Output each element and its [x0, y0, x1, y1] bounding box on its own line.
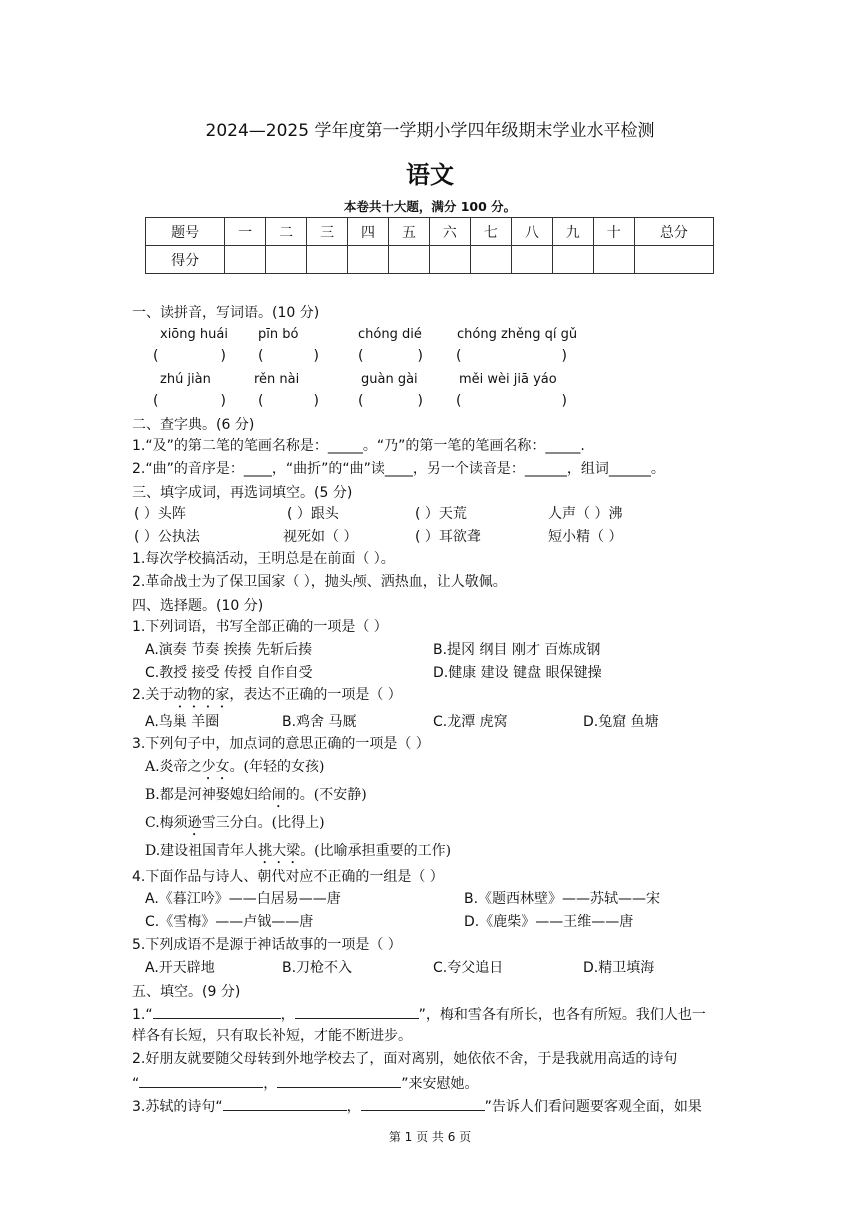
- table-header-cell: 四: [348, 218, 389, 246]
- question-text: 1.“及”的第二笔的笔画名称是：_____。“乃”的第一笔的笔画名称：_____.: [132, 438, 585, 454]
- section-4-heading: 四、选择题。(10 分): [132, 598, 264, 614]
- option-b: B.鸡舍 马厩: [282, 714, 357, 730]
- answer-blank[interactable]: [277, 1072, 401, 1088]
- fill-word-item: 短小精（ ）: [548, 529, 623, 545]
- option-a: A.开天辟地: [145, 960, 215, 976]
- score-cell[interactable]: [225, 246, 266, 274]
- table-header-cell: 九: [552, 218, 593, 246]
- question-text: 4.下面作品与诗人、朝代对应不正确的一组是（ ）: [132, 869, 444, 885]
- option-c: C.梅须逊雪三分白。(比得上): [145, 815, 325, 831]
- pinyin: rěn nài: [254, 372, 300, 387]
- score-cell[interactable]: [552, 246, 593, 274]
- answer-paren[interactable]: ( ): [258, 393, 319, 409]
- option-a: A.演奏 节奏 挨揍 先斩后揍: [145, 642, 313, 658]
- table-header-cell: 六: [429, 218, 470, 246]
- fill-word-item: 人声（ ）沸: [548, 506, 623, 522]
- option-d: D.兔窟 鱼塘: [583, 714, 659, 730]
- answer-paren[interactable]: ( ): [258, 348, 319, 364]
- answer-paren[interactable]: ( ): [358, 348, 423, 364]
- table-header-cell: 十: [593, 218, 634, 246]
- question-text: “ ， ”来安慰她。: [132, 1072, 479, 1094]
- question-text: 3.苏轼的诗句“ ， ”告诉人们看问题要客观全面，如果: [132, 1095, 702, 1117]
- answer-blank[interactable]: [361, 1095, 485, 1111]
- emphasized-text: 挑大梁: [258, 843, 301, 859]
- table-row-label: 得分: [146, 246, 225, 274]
- score-cell[interactable]: [634, 246, 713, 274]
- fill-word-item: ( ）公执法: [134, 529, 200, 545]
- fill-word-item: ( ）跟头: [287, 506, 339, 522]
- subject-title: 语文: [406, 161, 454, 189]
- table-header-cell: 三: [307, 218, 348, 246]
- option-d: D.《鹿柴》——王维——唐: [464, 914, 634, 930]
- pinyin: xiōng huái: [160, 327, 228, 342]
- answer-paren[interactable]: ( ): [153, 348, 226, 364]
- exam-title: 2024—2025 学年度第一学期小学四年级期末学业水平检测: [205, 121, 655, 141]
- emphasized-text: 动物的家: [173, 687, 230, 703]
- question-text: 3.下列句子中，加点词的意思正确的一项是（ ）: [132, 736, 430, 752]
- score-table-score-row: [146, 246, 714, 274]
- option-c: C.教授 接受 传授 自作自受: [145, 665, 313, 681]
- answer-blank[interactable]: [223, 1095, 347, 1111]
- answer-paren[interactable]: ( ): [456, 348, 567, 364]
- option-c: C.夸父追日: [433, 960, 504, 976]
- score-cell[interactable]: [266, 246, 307, 274]
- option-c: C.龙潭 虎窝: [433, 714, 508, 730]
- answer-paren[interactable]: ( ): [153, 393, 226, 409]
- answer-paren[interactable]: ( ): [456, 393, 567, 409]
- section-2-heading: 二、查字典。(6 分): [132, 417, 255, 433]
- pinyin: chóng dié: [358, 327, 422, 342]
- exam-note: 本卷共十大题，满分 100 分。: [343, 199, 517, 214]
- option-b: B.《题西林壁》——苏轼——宋: [464, 891, 661, 907]
- section-3-heading: 三、填字成词，再选词填空。(5 分): [132, 485, 353, 501]
- emphasized-text: 少女: [201, 759, 230, 775]
- question-text: 2.革命战士为了保卫国家（ ），抛头颅、洒热血，让人敬佩。: [132, 574, 507, 590]
- answer-paren[interactable]: ( ): [358, 393, 423, 409]
- option-d: D.健康 建设 键盘 眼保键操: [433, 665, 602, 681]
- pinyin: guàn gài: [361, 372, 418, 387]
- question-text: 1.“ ， ”，梅和雪各有所长，也各有所短。我们人也一: [132, 1003, 706, 1025]
- question-text: 2.关于动物的家，表达不正确的一项是（ ）: [132, 687, 402, 703]
- fill-word-item: ( ）天荒: [415, 506, 467, 522]
- score-cell[interactable]: [429, 246, 470, 274]
- table-header-cell: 题号: [146, 218, 225, 246]
- score-cell[interactable]: [389, 246, 430, 274]
- pinyin: zhú jiàn: [160, 372, 211, 387]
- page-footer: 第 1 页 共 6 页: [388, 1130, 472, 1144]
- question-text: 1.每次学校搞活动，王明总是在前面（ ）。: [132, 551, 395, 567]
- table-header-cell: 五: [389, 218, 430, 246]
- fill-word-item: ( ）耳欲聋: [415, 529, 481, 545]
- fill-word-item: ( ）头阵: [134, 506, 186, 522]
- table-header-cell: 总分: [634, 218, 713, 246]
- option-a: A.鸟巢 羊圈: [145, 714, 220, 730]
- table-header-cell: 八: [511, 218, 552, 246]
- option-b: B.刀枪不入: [282, 960, 353, 976]
- emphasized-text: 逊: [187, 815, 202, 831]
- question-text: 2.好朋友就要随父母转到外地学校去了，面对离别，她依依不舍，于是我就用高适的诗句: [132, 1051, 678, 1067]
- answer-blank[interactable]: [139, 1072, 263, 1088]
- score-table: [145, 217, 714, 274]
- section-5-heading: 五、填空。(9 分): [132, 984, 241, 1000]
- fill-word-item: 视死如（ ）: [283, 529, 358, 545]
- option-a: A.炎帝之少女。(年轻的女孩): [145, 759, 325, 775]
- option-a: A.《暮江吟》——白居易——唐: [145, 891, 341, 907]
- table-header-cell: 二: [266, 218, 307, 246]
- question-text: 样各有长短，只有取长补短，才能不断进步。: [132, 1028, 412, 1044]
- option-b: B.提冈 纲目 刚才 百炼成钢: [433, 642, 601, 658]
- answer-blank[interactable]: [295, 1003, 419, 1019]
- question-text: 1.下列词语，书写全部正确的一项是（ ）: [132, 619, 388, 635]
- option-d: D.建设祖国青年人挑大梁。(比喻承担重要的工作): [145, 843, 452, 859]
- score-cell[interactable]: [307, 246, 348, 274]
- score-cell[interactable]: [511, 246, 552, 274]
- score-cell[interactable]: [593, 246, 634, 274]
- score-cell[interactable]: [470, 246, 511, 274]
- emphasized-text: 闹: [271, 787, 286, 803]
- table-header-cell: 一: [225, 218, 266, 246]
- table-header-cell: 七: [470, 218, 511, 246]
- option-d: D.精卫填海: [583, 960, 655, 976]
- question-text: 5.下列成语不是源于神话故事的一项是（ ）: [132, 937, 402, 953]
- pinyin: měi wèi jiā yáo: [459, 372, 557, 387]
- pinyin: chóng zhěng qí gǔ: [457, 327, 578, 342]
- section-1-heading: 一、读拼音，写词语。(10 分): [132, 305, 320, 321]
- pinyin: pīn bó: [258, 327, 299, 342]
- question-text: 2.“曲”的音序是：____，“曲折”的“曲”读____，另一个读音是：______，组词______。: [132, 461, 665, 477]
- score-table-header-row: [146, 218, 714, 246]
- option-c: C.《雪梅》——卢钺——唐: [145, 914, 314, 930]
- answer-blank[interactable]: [153, 1003, 281, 1019]
- score-cell[interactable]: [348, 246, 389, 274]
- option-b: B.都是河神娶媳妇给闹的。(不安静): [145, 787, 367, 803]
